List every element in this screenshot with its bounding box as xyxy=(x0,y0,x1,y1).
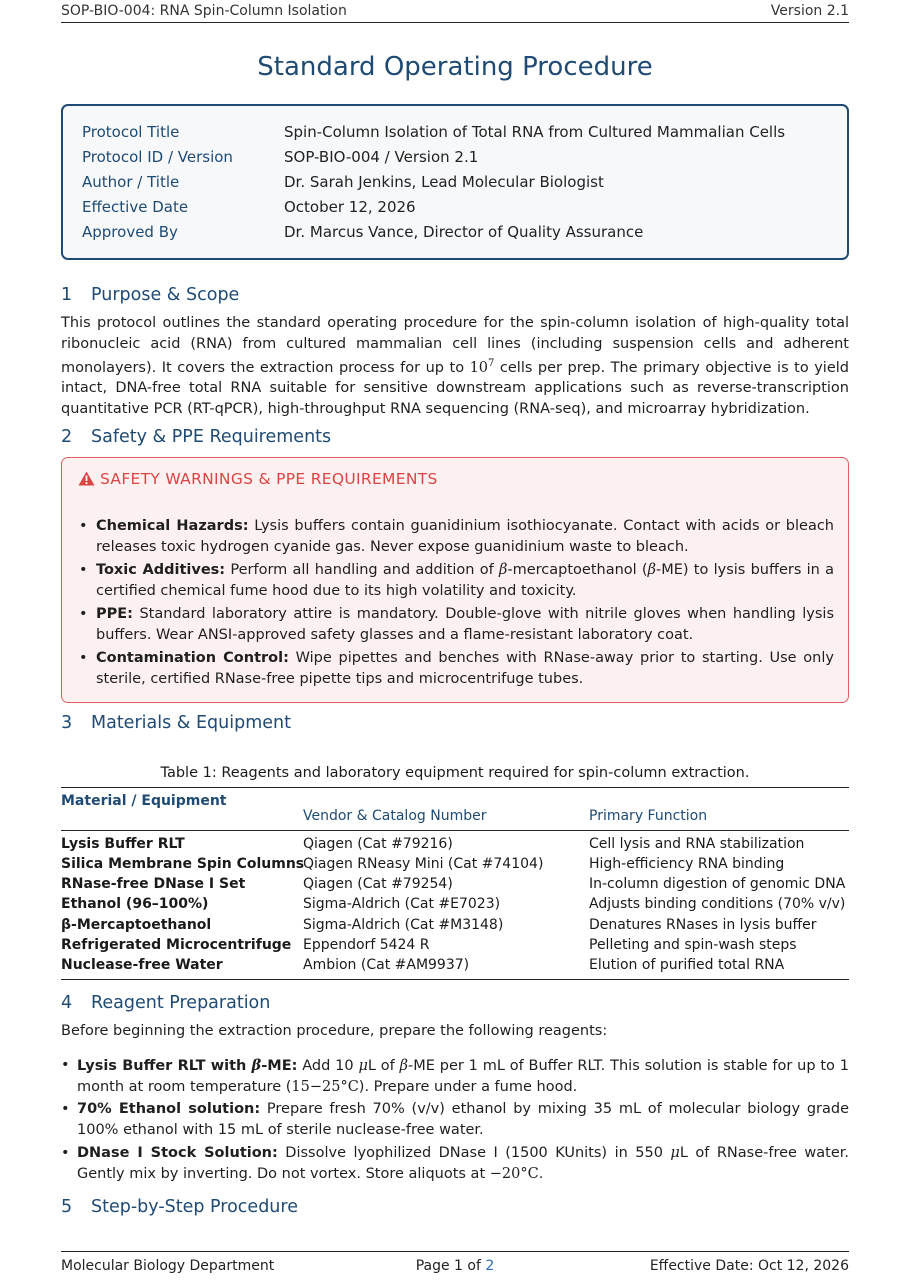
table-row: RNase-free DNase I Set Qiagen (Cat #79254) In-column digestion of genomic DNA xyxy=(61,876,846,892)
footer-rule xyxy=(61,1251,849,1252)
section-heading-procedure xyxy=(61,1197,298,1217)
footer-page-number: Page 1 of 2 xyxy=(415,1258,495,1274)
table-row: Ethanol (96–100%) Sigma-Aldrich (Cat #E7023) Adjusts binding conditions (70% v/v) xyxy=(61,896,846,912)
table-row: β-Mercaptoethanol Sigma-Aldrich (Cat #M3148) Denatures RNases in lysis buffer xyxy=(61,917,817,933)
meta-value: October 12, 2026 xyxy=(284,198,416,216)
safety-item: • Chemical Hazards: Lysis buffers contain guanidinium isothiocyanate. Contact with acids or bleach releases toxic hydrogen cyanide gas. Never expose guanidinium waste to bleach. xyxy=(79,518,834,555)
table-caption: Table 1: Reagents and laboratory equipment required for spin-column extraction. xyxy=(160,765,750,781)
total-pages-link[interactable]: 2 xyxy=(485,1258,495,1274)
safety-item: • Contamination Control: Wipe pipettes and benches with RNase-away prior to starting. Use only sterile, certified RNase-free pipette tips and microcentrifuge tubes. xyxy=(79,650,834,687)
warning-triangle-icon xyxy=(78,471,95,486)
section-title: Purpose & Scope xyxy=(91,285,240,305)
section-heading-materials xyxy=(61,713,291,733)
table-header-rule xyxy=(61,830,849,831)
table-row: Refrigerated Microcentrifuge Eppendorf 5424 R Pelleting and spin-wash steps xyxy=(61,937,797,953)
meta-label: Protocol ID / Version xyxy=(82,148,233,166)
section-number: 4 xyxy=(61,993,73,1013)
table-bottom-rule xyxy=(61,979,849,980)
section-number: 3 xyxy=(61,713,73,733)
page-title: Standard Operating Procedure xyxy=(257,52,653,82)
table-header-material: Material / Equipment xyxy=(61,793,227,809)
table-row: Lysis Buffer RLT Qiagen (Cat #79216) Cell lysis and RNA stabilization xyxy=(61,836,805,852)
purpose-paragraph: This protocol outlines the standard operating procedure for the spin-column isolation of high-quality total ribonucleic acid (RNA) from cultured mammalian cell lines (including suspension cells and adherent monolayers). It covers the extraction process for up to $10^7$ cells per prep. The primary objective is to yield intact, DNA-free total RNA suitable for sensitive downstream applications such as reverse-transcription quantitative PCR (RT-qPCR), high-throughput RNA sequencing (RNA-seq), and microarray hybridization. xyxy=(61,315,849,417)
meta-value: SOP-BIO-004 / Version 2.1 xyxy=(284,148,479,166)
section-number: 1 xyxy=(61,285,73,305)
header-rule xyxy=(61,22,849,23)
meta-value: Spin-Column Isolation of Total RNA from Cultured Mammalian Cells xyxy=(284,123,786,141)
reagent-item: • 70% Ethanol solution: Prepare fresh 70% (v/v) ethanol by mixing 35 mL of molecular biology grade 100% ethanol with 15 mL of sterile nuclease-free water. xyxy=(61,1101,850,1138)
header-doc-id: SOP-BIO-004: RNA Spin-Column Isolation xyxy=(61,3,347,19)
section-number: 2 xyxy=(61,427,73,447)
safety-item: • PPE: Standard laboratory attire is mandatory. Double-glove with nitrile gloves when handling lysis buffers. Wear ANSI-approved safety glasses and a flame-resistant laboratory coat. xyxy=(79,606,834,643)
table-header-function: Primary Function xyxy=(589,808,708,824)
meta-label: Author / Title xyxy=(82,173,180,191)
reagent-item: • DNase I Stock Solution: Dissolve lyophilized DNase I (1500 KUnits) in 550 μL of RNase-free water. Gently mix by inverting. Do not vortex. Store aliquots at −20°C. xyxy=(61,1145,850,1182)
section-title: Step-by-Step Procedure xyxy=(91,1197,298,1217)
section-heading-reagents xyxy=(61,993,270,1013)
safety-warning-title: SAFETY WARNINGS & PPE REQUIREMENTS xyxy=(78,470,438,488)
safety-warning-box xyxy=(61,457,849,703)
footer-effective-date: Effective Date: Oct 12, 2026 xyxy=(649,1258,849,1274)
meta-value: Dr. Marcus Vance, Director of Quality Assurance xyxy=(284,223,644,241)
table-row: Silica Membrane Spin Columns Qiagen RNeasy Mini (Cat #74104) High-efficiency RNA binding xyxy=(61,856,785,872)
section-title: Safety & PPE Requirements xyxy=(91,427,332,447)
table-top-rule xyxy=(61,787,849,788)
protocol-info-box xyxy=(61,104,849,260)
header-version: Version 2.1 xyxy=(770,3,849,19)
table-header-vendor: Vendor & Catalog Number xyxy=(303,808,487,824)
reagents-intro: Before beginning the extraction procedure, prepare the following reagents: xyxy=(61,1023,608,1039)
meta-value: Dr. Sarah Jenkins, Lead Molecular Biologist xyxy=(284,173,604,191)
safety-item: • Toxic Additives: Perform all handling and addition of β-mercaptoethanol (β-ME) to lysis buffers in a certified chemical fume hood due to its high volatility and toxicity. xyxy=(79,562,834,599)
footer-department: Molecular Biology Department xyxy=(61,1258,275,1274)
section-title: Reagent Preparation xyxy=(91,993,271,1013)
table-row: Nuclease-free Water Ambion (Cat #AM9937) Elution of purified total RNA xyxy=(61,957,785,973)
reagent-item: • Lysis Buffer RLT with β-ME: Add 10 μL of β-ME per 1 mL of Buffer RLT. This solution is stable for up to 1 month at room temperature (15−25°C). Prepare under a fume hood. xyxy=(61,1057,849,1095)
section-heading-purpose xyxy=(61,285,239,305)
meta-label: Approved By xyxy=(82,223,178,241)
meta-label: Protocol Title xyxy=(82,123,180,141)
section-heading-safety xyxy=(61,427,331,447)
section-number: 5 xyxy=(61,1197,73,1217)
meta-label: Effective Date xyxy=(82,198,189,216)
section-title: Materials & Equipment xyxy=(91,713,291,733)
